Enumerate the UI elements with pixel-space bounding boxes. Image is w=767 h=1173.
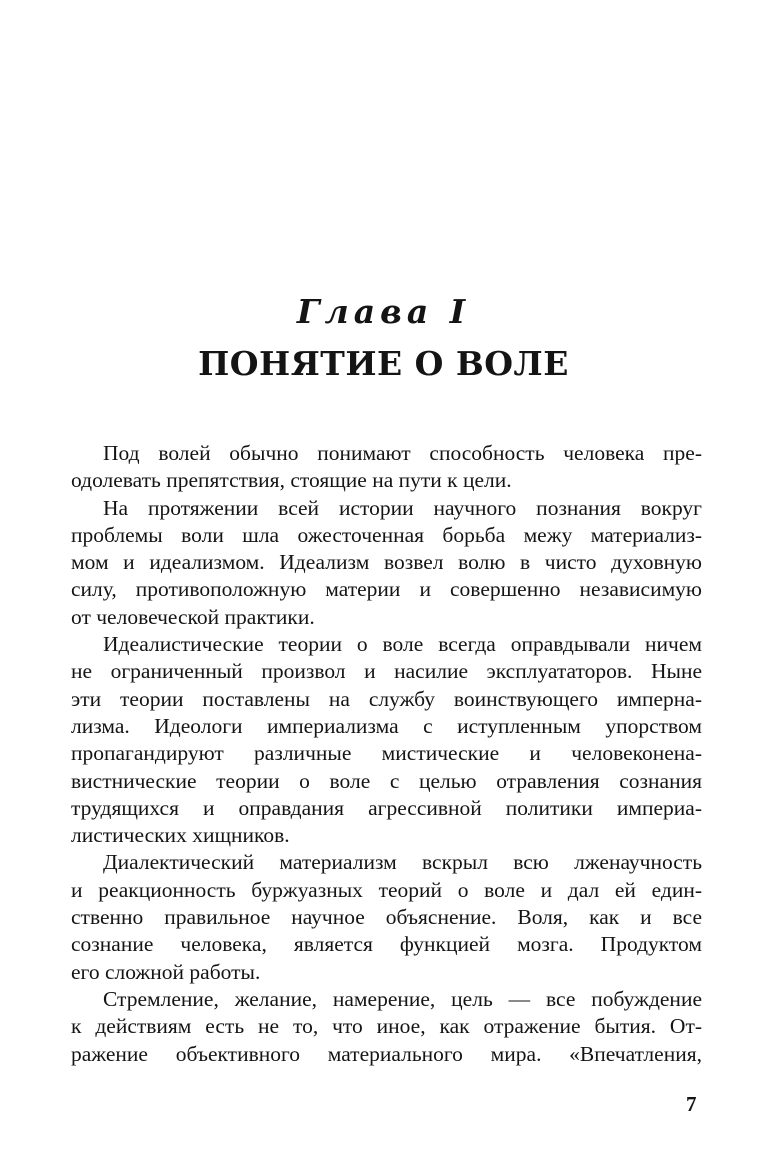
text-line: не ограниченный произвол и насилие эксплуататоров. Ныне [71,659,702,684]
text-line: Стремление, желание, намерение, цель — все побуждение [103,986,702,1011]
text-line: трудящихся и оправдания агрессивной политики империа- [71,795,702,820]
text-line: одолевать препятствия, стоящие на пути к цели. [71,468,512,493]
body-text [71,440,702,1068]
text-line: вистнические теории о воле с целью отравления сознания [71,768,702,793]
text-line: ственно правильное научное объяснение. Воля, как и все [71,905,702,930]
text-line: На протяжении всей истории научного познания вокруг [103,495,702,520]
text-line: сознание человека, является функцией мозга. Продуктом [71,932,702,957]
text-line: лизма. Идеологи империализма с иступленным упорством [71,713,702,738]
text-line: от человеческой практики. [71,604,315,629]
text-line: и реакционность буржуазных теорий о воле и дал ей един- [71,877,702,902]
text-line: пропагандируют различные мистические и человеконена- [71,741,702,766]
text-line: Под волей обычно понимают способность человека пре- [103,441,702,465]
text-line: силу, противоположную материи и совершенно независимую [71,577,702,602]
text-line: эти теории поставлены на службу воинствующего импернa- [71,686,702,711]
text-line: листических хищников. [71,823,290,848]
text-line: мом и идеализмом. Идеализм возвел волю в чисто духовную [71,550,702,575]
text-line: ражение объективного материального мира. «Впечатления, [71,1041,702,1066]
chapter-title: ПОНЯТИЕ О ВОЛЕ [198,344,569,383]
text-line: Идеалистические теории о воле всегда оправдывали ничем [103,632,702,657]
text-line: проблемы воли шла ожесточенная борьба межу материализ- [71,522,702,547]
text-line: к действиям есть не то, что иное, как отражение бытия. От- [71,1014,702,1039]
chapter-label: Глава I [296,292,471,331]
text-line: Диалектический материализм вскрыл всю лженаучность [103,850,702,875]
page-number: 7 [686,1092,697,1116]
text-line: его сложной работы. [71,959,261,984]
